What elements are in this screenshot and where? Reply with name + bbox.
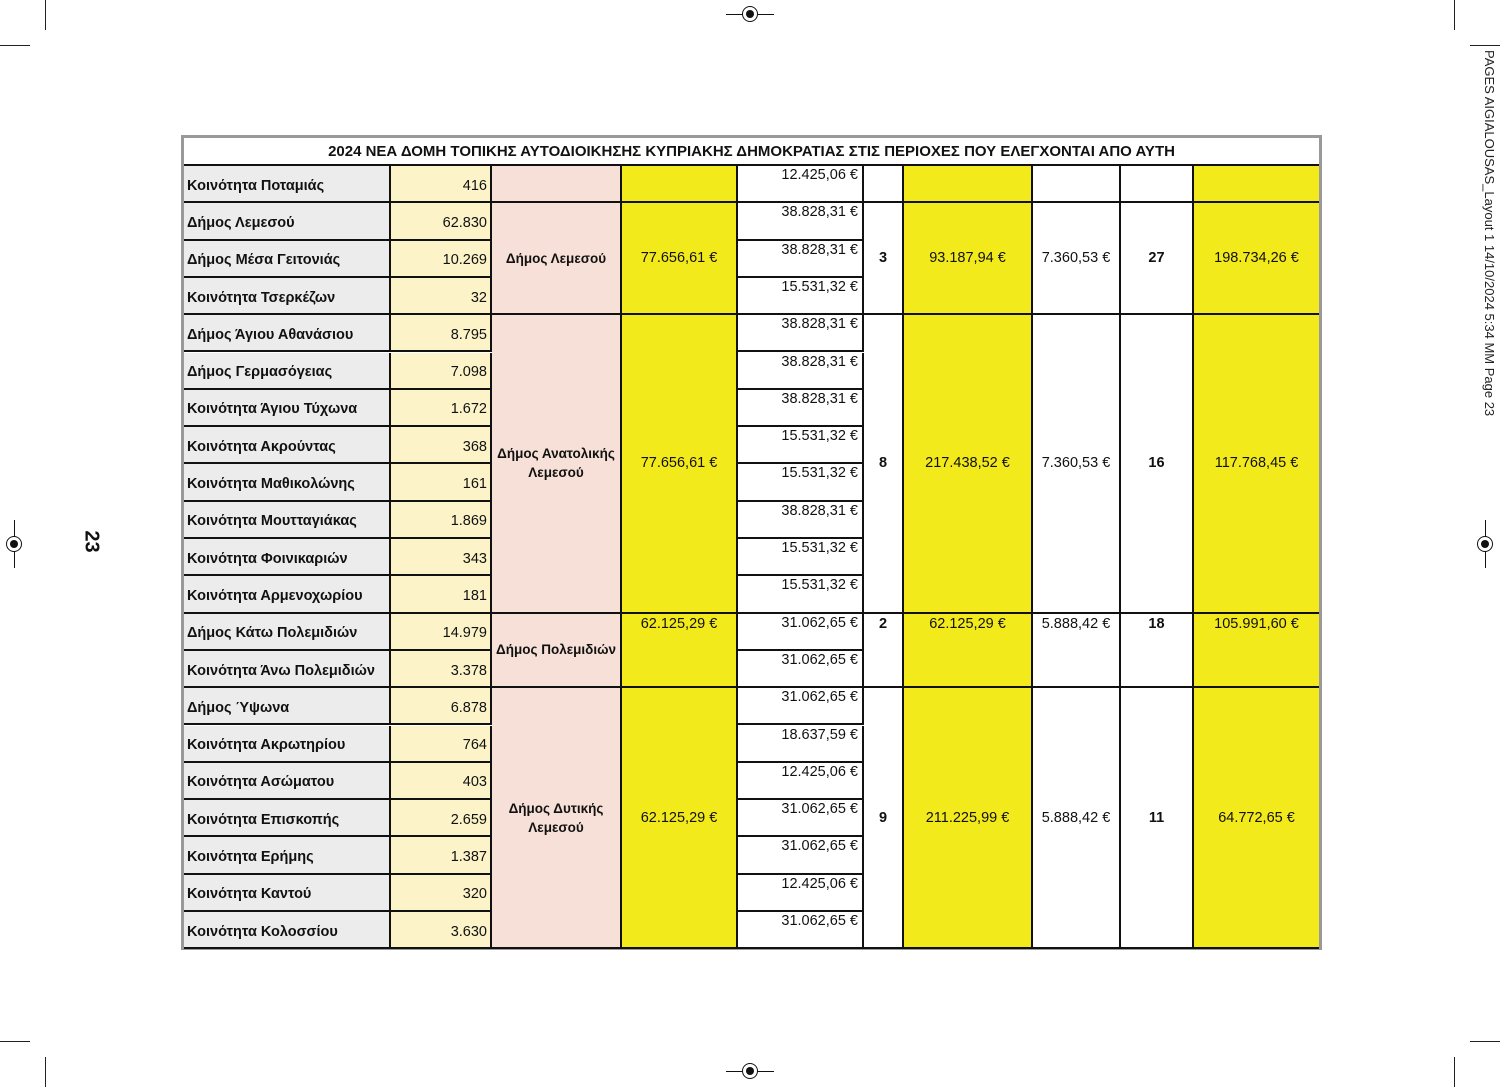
print-slug: PAGES AIGIALOUSAS_Layout 1 14/10/2024 5:34 ΜΜ Page 23 [1482,50,1497,417]
seat-count: 27 [1121,203,1194,315]
locality-amount: 38.828,31 € [738,353,864,390]
locality-name: Δήμος Γερμασόγειας [184,353,391,390]
per-unit-amount: 5.888,42 € [1033,688,1121,949]
page-number: 23 [80,530,103,553]
locality-name: Κοινότητα Αρμενοχωρίου [184,576,391,613]
locality-name: Κοινότητα Άνω Πολεμιδιών [184,651,391,688]
locality-name: Δήμος Κάτω Πολεμιδιών [184,614,391,651]
locality-amount: 12.425,06 € [738,166,864,203]
locality-name: Κοινότητα Μαθικολώνης [184,464,391,501]
locality-name: Δήμος Άγιου Αθανάσιου [184,315,391,352]
allocation-table [181,135,1322,950]
locality-amount: 15.531,32 € [738,278,864,315]
population-value: 3.630 [391,912,492,949]
locality-amount: 31.062,65 € [738,688,864,725]
population-value: 6.878 [391,688,492,725]
population-value: 2.659 [391,800,492,837]
locality-name: Κοινότητα Φοινικαριών [184,539,391,576]
locality-count: 9 [864,688,904,949]
population-value: 8.795 [391,315,492,352]
municipality-grant: 62.125,29 € [622,614,738,689]
registration-target-bottom-icon [742,1063,758,1079]
per-unit-amount: 5.888,42 € [1033,614,1121,689]
population-value: 1.672 [391,390,492,427]
locality-count [864,166,904,203]
locality-amount: 38.828,31 € [738,203,864,240]
crop-mark-tr-v [1454,0,1455,30]
registration-target-right-icon [1477,536,1493,552]
group-total: 217.438,52 € [904,315,1033,613]
municipality-name: Δήμος Πολεμιδιών [492,614,622,689]
crop-mark-tr-h [1470,45,1500,46]
locality-amount: 38.828,31 € [738,241,864,278]
locality-amount: 31.062,65 € [738,614,864,651]
locality-count: 2 [864,614,904,689]
population-value: 320 [391,875,492,912]
locality-name: Δήμος Ύψωνα [184,688,391,725]
locality-name: Κοινότητα Ποταμιάς [184,166,391,203]
crop-mark-br-v [1454,1057,1455,1087]
population-value: 181 [391,576,492,613]
municipality-grant: 62.125,29 € [622,688,738,949]
locality-name: Κοινότητα Ακρούντας [184,427,391,464]
locality-amount: 31.062,65 € [738,912,864,949]
final-amount: 117.768,45 € [1194,315,1319,613]
registration-target-left-icon [6,536,22,552]
locality-amount: 31.062,65 € [738,837,864,874]
crop-mark-tl-v [45,0,46,30]
population-value: 161 [391,464,492,501]
group-total: 62.125,29 € [904,614,1033,689]
population-value: 1.869 [391,502,492,539]
population-value: 403 [391,763,492,800]
locality-name: Κοινότητα Ακρωτηρίου [184,726,391,763]
group-total: 211.225,99 € [904,688,1033,949]
locality-amount: 15.531,32 € [738,427,864,464]
locality-amount: 15.531,32 € [738,539,864,576]
population-value: 32 [391,278,492,315]
population-value: 3.378 [391,651,492,688]
group-total: 93.187,94 € [904,203,1033,315]
locality-amount: 38.828,31 € [738,390,864,427]
seat-count: 16 [1121,315,1194,613]
per-unit-amount: 7.360,53 € [1033,203,1121,315]
locality-amount: 12.425,06 € [738,763,864,800]
locality-amount: 38.828,31 € [738,315,864,352]
municipality-name: Δήμος Ανατολικής Λεμεσού [492,315,622,613]
population-value: 368 [391,427,492,464]
population-value: 764 [391,726,492,763]
table-title: 2024 ΝΕΑ ΔΟΜΗ ΤΟΠΙΚΗΣ ΑΥΤΟΔΙΟΙΚΗΣΗΣ ΚΥΠΡΙΑΚΗΣ ΔΗΜΟΚΡΑΤΙΑΣ ΣΤΙΣ ΠΕΡΙΟΧΕΣ ΠΟΥ ΕΛΕΓΧΟΝΤΑΙ ΑΠΟ ΑΥΤΗ [184,138,1319,166]
municipality-name [492,166,622,203]
locality-name: Κοινότητα Μουτταγιάκας [184,502,391,539]
locality-amount: 18.637,59 € [738,726,864,763]
group-total [904,166,1033,203]
final-amount: 198.734,26 € [1194,203,1319,315]
seat-count: 11 [1121,688,1194,949]
locality-amount: 12.425,06 € [738,875,864,912]
municipality-name: Δήμος Λεμεσού [492,203,622,315]
municipality-grant [622,166,738,203]
municipality-grant: 77.656,61 € [622,203,738,315]
population-value: 62.830 [391,203,492,240]
locality-name: Κοινότητα Ασώματου [184,763,391,800]
crop-mark-tl-h [0,45,30,46]
locality-amount: 15.531,32 € [738,576,864,613]
final-amount: 105.991,60 € [1194,614,1319,689]
crop-mark-bl-h [0,1041,30,1042]
locality-count: 3 [864,203,904,315]
crop-mark-br-h [1470,1041,1500,1042]
locality-name: Κοινότητα Άγιου Τύχωνα [184,390,391,427]
locality-name: Κοινότητα Καντού [184,875,391,912]
locality-amount: 31.062,65 € [738,651,864,688]
locality-name: Δήμος Λεμεσού [184,203,391,240]
population-value: 7.098 [391,353,492,390]
locality-count: 8 [864,315,904,613]
locality-name: Κοινότητα Τσερκέζων [184,278,391,315]
per-unit-amount [1033,166,1121,203]
population-value: 14.979 [391,614,492,651]
municipality-grant: 77.656,61 € [622,315,738,613]
population-value: 416 [391,166,492,203]
seat-count: 18 [1121,614,1194,689]
population-value: 1.387 [391,837,492,874]
population-value: 10.269 [391,241,492,278]
per-unit-amount: 7.360,53 € [1033,315,1121,613]
locality-name: Δήμος Μέσα Γειτονιάς [184,241,391,278]
registration-target-top-icon [742,6,758,22]
seat-count [1121,166,1194,203]
population-value: 343 [391,539,492,576]
final-amount: 64.772,65 € [1194,688,1319,949]
crop-mark-bl-v [45,1057,46,1087]
locality-name: Κοινότητα Επισκοπής [184,800,391,837]
locality-amount: 31.062,65 € [738,800,864,837]
locality-name: Κοινότητα Κολοσσίου [184,912,391,949]
final-amount [1194,166,1319,203]
locality-name: Κοινότητα Ερήμης [184,837,391,874]
municipality-name: Δήμος Δυτικής Λεμεσού [492,688,622,949]
locality-amount: 15.531,32 € [738,464,864,501]
locality-amount: 38.828,31 € [738,502,864,539]
